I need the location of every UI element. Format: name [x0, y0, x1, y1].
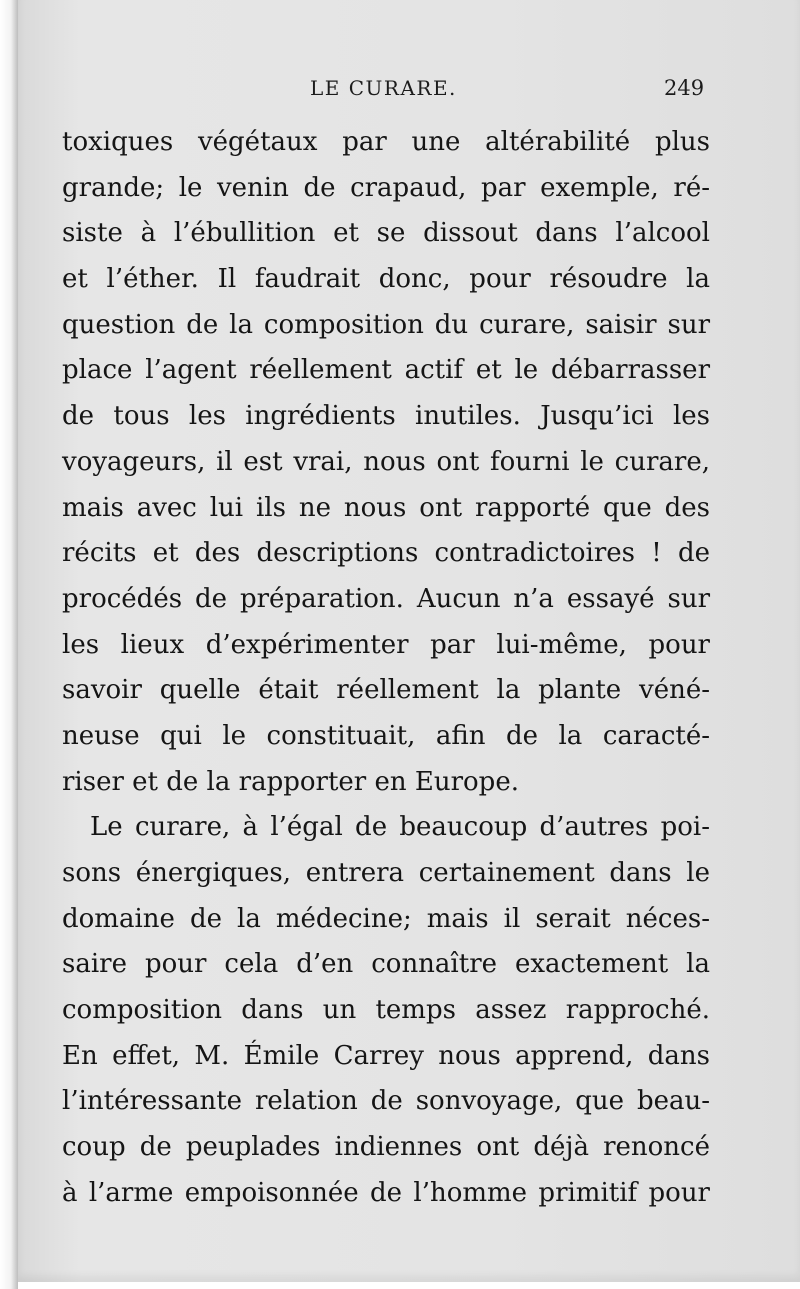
paragraph-first-line: Le curare, à l’égal de beaucoup d’autres poi- [90, 812, 710, 843]
paragraph-end-line: riser et de la rapporter en Europe. [62, 766, 519, 797]
text-line: à l’arme empoisonnée de l’homme primitif pour [62, 1177, 710, 1208]
text-line: savoir quelle était réellement la plante véné- [62, 675, 710, 706]
running-title: LE CURARE. [310, 76, 457, 100]
text-line: mais avec lui ils ne nous ont rapporté que des [62, 492, 710, 523]
text-line: voyageurs, il est vrai, nous ont fourni le curare, [62, 446, 710, 477]
text-line: grande; le venin de crapaud, par exemple, ré- [62, 172, 710, 203]
text-line: composition dans un temps assez rapproché. [62, 995, 710, 1026]
text-line: les lieux d’expérimenter par lui-même, pour [62, 629, 710, 660]
text-line: saire pour cela d’en connaître exactement la [62, 949, 710, 980]
text-line: l’intéressante relation de sonvoyage, que beau- [62, 1086, 710, 1117]
text-line: neuse qui le constituait, afin de la caracté- [62, 720, 710, 751]
text-line: de tous les ingrédients inutiles. Jusqu’ici les [62, 401, 710, 432]
text-line: et l’éther. Il faudrait donc, pour résoudre la [62, 264, 710, 295]
text-line: toxiques végétaux par une altérabilité plus [62, 127, 710, 157]
text-line: siste à l’ébullition et se dissout dans l’alcool [62, 218, 710, 249]
text-line: place l’agent réellement actif et le débarrasser [62, 355, 710, 386]
text-line: coup de peuplades indiennes ont déjà renoncé [62, 1132, 710, 1163]
text-line: En effet, M. Émile Carrey nous apprend, dans [62, 1040, 710, 1071]
text-line: procédés de préparation. Aucun n’a essayé sur [62, 583, 710, 614]
page-number: 249 [664, 76, 705, 100]
page-gutter-shadow [0, 0, 18, 1289]
page-bottom-edge [18, 1282, 800, 1289]
text-line: récits et des descriptions contradictoires ! de [62, 538, 710, 569]
body-text [62, 120, 710, 1217]
text-line: sons énergiques, entrera certainement dans le [62, 858, 710, 888]
text-line: question de la composition du curare, saisir sur [62, 309, 710, 340]
text-line: domaine de la médecine; mais il serait néces- [62, 903, 710, 934]
running-header [0, 76, 800, 106]
